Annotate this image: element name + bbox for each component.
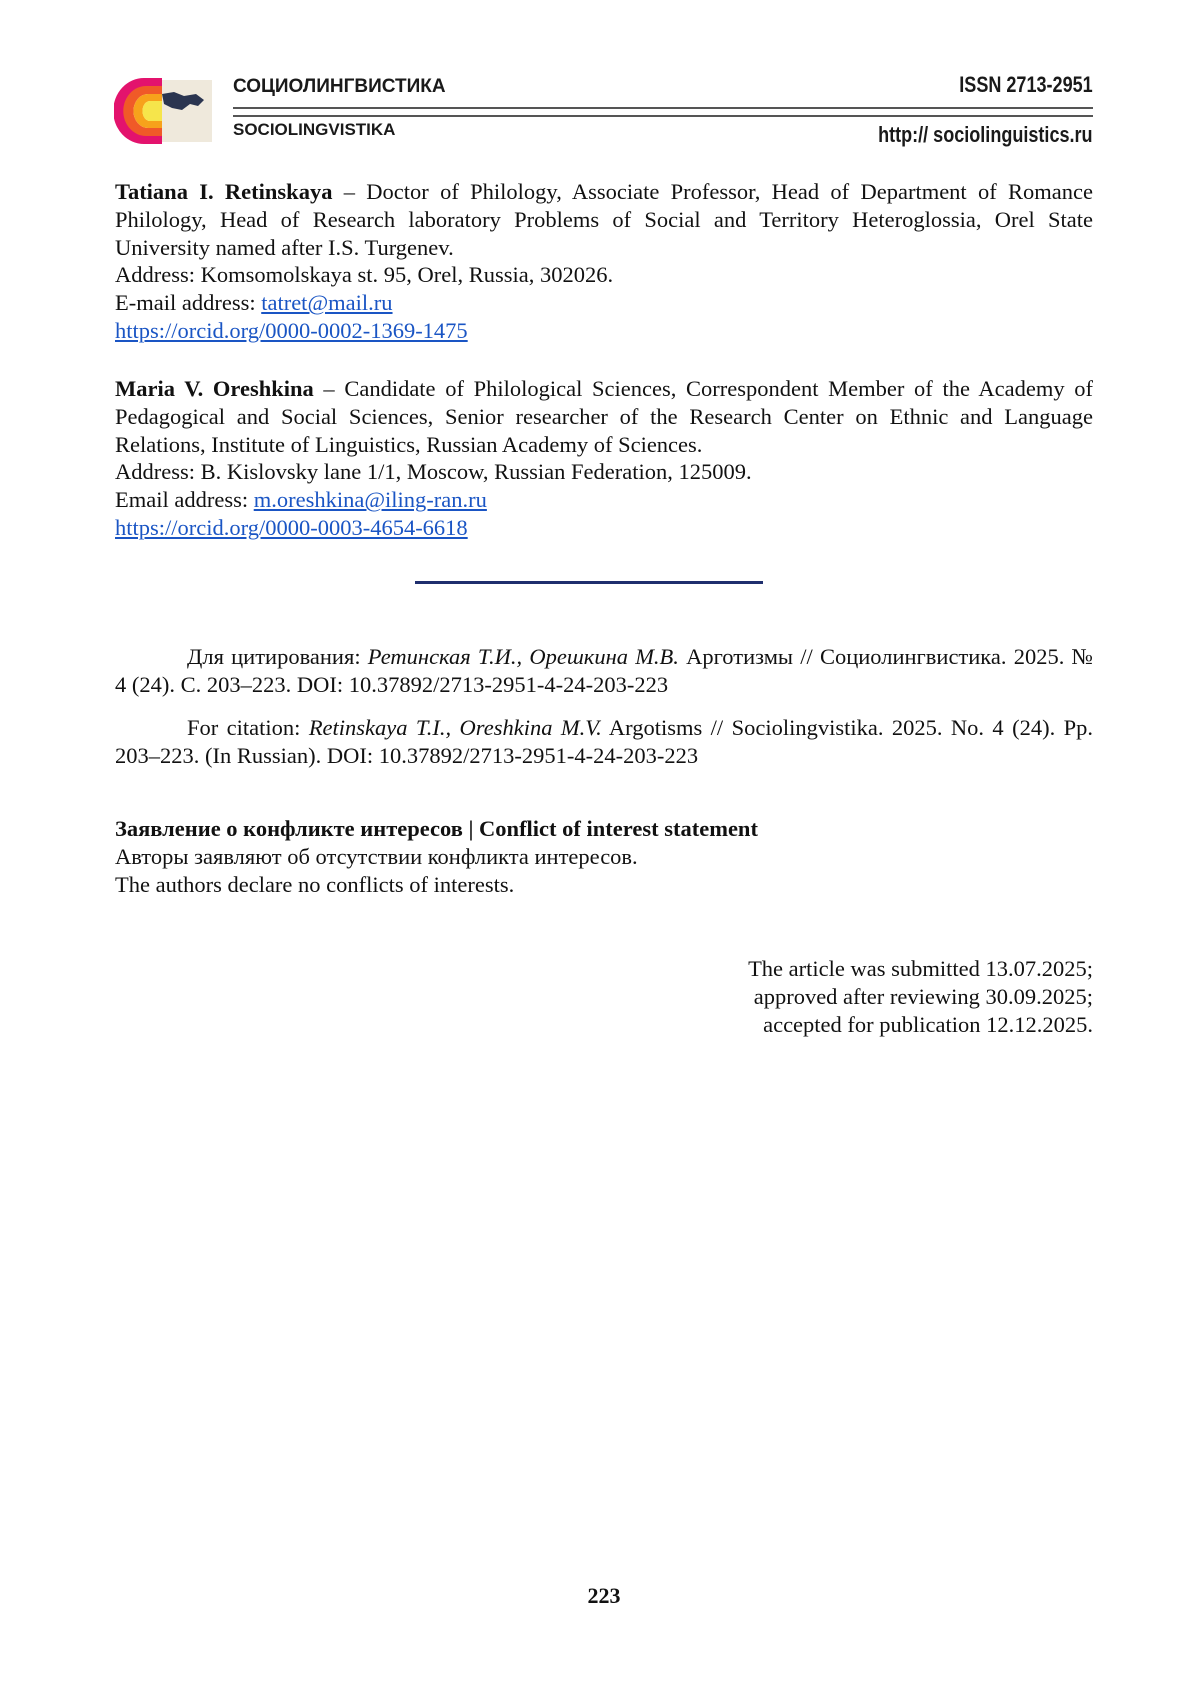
author-name: Tatiana I. Retinskaya bbox=[115, 179, 333, 204]
conflict-ru: Авторы заявляют об отсутствии конфликта интересов. bbox=[115, 843, 638, 869]
author-block-1 bbox=[115, 178, 1093, 345]
conflict-en: The authors declare no conflicts of interests. bbox=[115, 871, 515, 897]
header-rule bbox=[233, 107, 1093, 117]
citation-authors: Retinskaya T.I., Oreshkina M.V. bbox=[308, 715, 602, 740]
separator-rule bbox=[415, 581, 763, 584]
email-label: E-mail address: bbox=[115, 290, 262, 316]
orcid-link[interactable]: https://orcid.org/0000-0003-4654-6618 bbox=[115, 514, 468, 540]
author-bio: – Doctor of Philology, Associate Professor, Head of Department of Romance Philology, Head of Research laboratory Problems of Social and Territory Heteroglossia, Orel State University named after I.S. Turgenev. bbox=[115, 179, 1094, 260]
author-name: Maria V. Oreshkina bbox=[115, 376, 314, 401]
journal-title-ru: СОЦИОЛИНГВИСТИКА bbox=[233, 76, 446, 97]
article-dates bbox=[748, 955, 1093, 1038]
date-submitted: The article was submitted 13.07.2025; bbox=[748, 956, 1093, 981]
conflict-statement bbox=[115, 815, 1093, 898]
email-link[interactable]: m.oreshkina@iling-ran.ru bbox=[253, 487, 487, 513]
citation-label: Для цитирования: bbox=[187, 644, 368, 669]
orcid-link[interactable]: https://orcid.org/0000-0002-1369-1475 bbox=[115, 317, 468, 343]
page-number: 223 bbox=[587, 1583, 621, 1608]
citation-label: For citation: bbox=[187, 715, 309, 740]
author-address: Address: Komsomolskaya st. 95, Orel, Russia, 302026. bbox=[115, 262, 614, 288]
conflict-heading: Заявление о конфликте интересов | Conflict of interest statement bbox=[115, 816, 758, 841]
journal-title-en: SOCIOLINGVISTIKA bbox=[233, 120, 396, 139]
citation-text: Арготизмы // Социолингвистика. 2025. № 4 (24). С. 203–223. DOI: 10.37892/2713-2951-4-24-203-223 bbox=[115, 644, 1093, 697]
date-accepted: accepted for publication 12.12.2025. bbox=[763, 1011, 1093, 1037]
email-link[interactable]: tatret@mail.ru bbox=[261, 290, 393, 316]
citation-en bbox=[115, 714, 1093, 770]
journal-url[interactable]: http:// sociolinguistics.ru bbox=[878, 122, 1093, 147]
email-label: Email address: bbox=[115, 487, 254, 513]
citation-authors: Ретинская Т.И., Орешкина М.В. bbox=[367, 644, 679, 669]
date-approved: approved after reviewing 30.09.2025; bbox=[753, 983, 1093, 1009]
author-bio: – Candidate of Philological Sciences, Correspondent Member of the Academy of Pedagogical and Social Sciences, Senior researcher of the Research Center on Ethnic and Language Relations, Institute of Linguistics, Russian Academy of Sciences. bbox=[115, 376, 1093, 457]
issn: ISSN 2713-2951 bbox=[959, 72, 1093, 97]
journal-logo bbox=[114, 74, 214, 148]
citation-text: Argotisms // Sociolingvistika. 2025. No. 4 (24). Pp. 203–223. (In Russian). DOI: 10.37892/2713-2951-4-24-203-223 bbox=[115, 715, 1093, 768]
author-block-2 bbox=[115, 375, 1093, 542]
author-address: Address: B. Kislovsky lane 1/1, Moscow, Russian Federation, 125009. bbox=[115, 459, 752, 485]
citation-ru bbox=[115, 643, 1093, 699]
